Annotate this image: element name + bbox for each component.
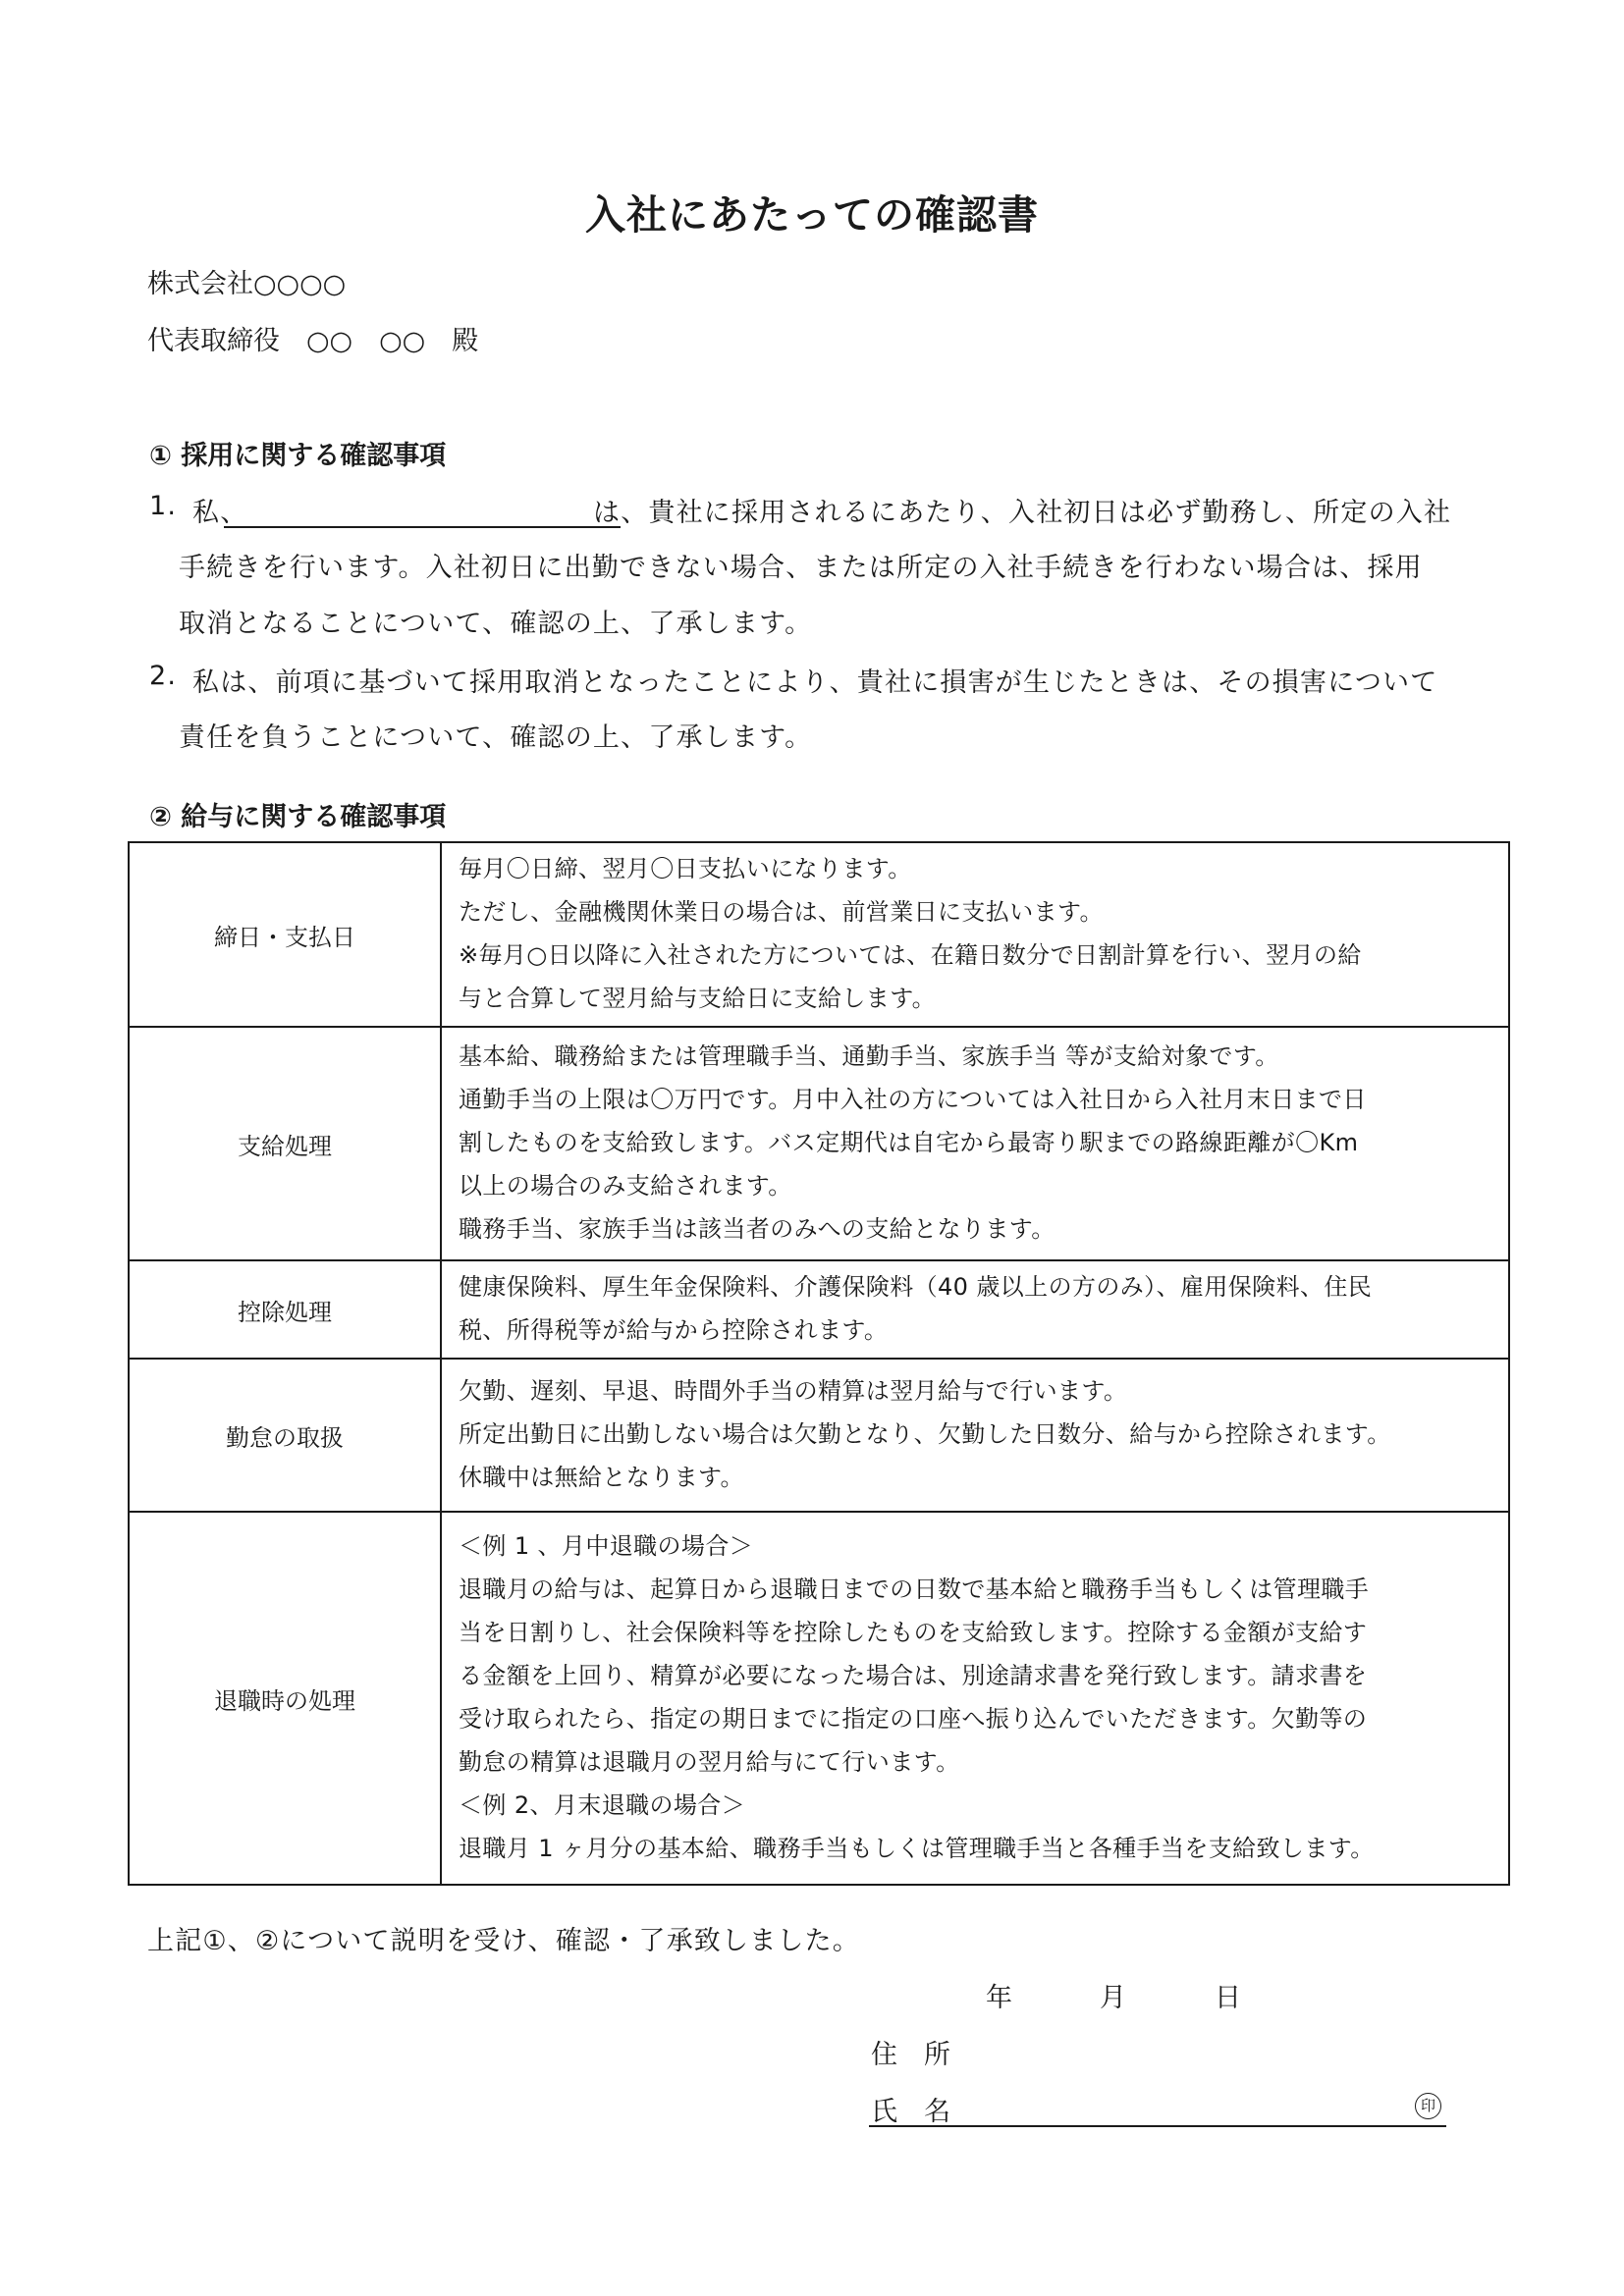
closing-statement: 上記①、②について説明を受け、確認・了承致しました。 (147, 1926, 860, 1956)
item1-line3: 取消となることについて、確認の上、了承します。 (179, 609, 813, 639)
row-label: 締日・支払日 (129, 842, 441, 1027)
table-row (129, 1512, 1509, 1885)
row-content (441, 1027, 1509, 1260)
content-line: 所定出勤日に出勤しない場合は欠勤となり、欠勤した日数分、給与から控除されます。 (459, 1420, 1391, 1448)
date-year-label: 年 (986, 1983, 1012, 2013)
item1-line1: は、貴社に採用されるにあたり、入社初日は必ず勤務し、所定の入社 (593, 498, 1452, 528)
content-line: 基本給、職務給または管理職手当、通勤手当、家族手当 等が支給対象です。 (459, 1042, 1279, 1070)
section1-heading: ① 採用に関する確認事項 (149, 441, 447, 471)
address-label: 住 所 (871, 2040, 950, 2070)
signature-underline (869, 2125, 1446, 2127)
date-day-label: 日 (1215, 1983, 1241, 2013)
row-label: 退職時の処理 (129, 1512, 441, 1885)
row-content (441, 1260, 1509, 1359)
table-row (129, 842, 1509, 1027)
content-line: 退職月の給与は、起算日から退職日までの日数で基本給と職務手当もしくは管理職手 (459, 1575, 1370, 1603)
name-blank-underline (224, 526, 621, 528)
row-content (441, 1359, 1509, 1512)
content-line: 健康保険料、厚生年金保険料、介護保険料（40 歳以上の方のみ）、雇用保険料、住民 (459, 1273, 1373, 1301)
item2-line2: 責任を負うことについて、確認の上、了承します。 (179, 722, 813, 753)
table-row (129, 1359, 1509, 1512)
item1-line2: 手続きを行います。入社初日に出勤できない場合、または所定の入社手続きを行わない場合は、採用 (179, 553, 1423, 583)
seal-mark-icon: 印 (1415, 2093, 1441, 2119)
table-row (129, 1027, 1509, 1260)
content-line: 退職月 1 ヶ月分の基本給、職務手当もしくは管理職手当と各種手当を支給致します。 (459, 1835, 1375, 1862)
item1-number: 1. (149, 491, 178, 521)
content-line: ただし、金融機関休業日の場合は、前営業日に支払います。 (459, 898, 1104, 926)
content-line: 与と合算して翌月給与支給日に支給します。 (459, 985, 937, 1012)
content-line: 職務手当、家族手当は該当者のみへの支給となります。 (459, 1215, 1056, 1243)
content-line: 休職中は無給となります。 (459, 1464, 744, 1491)
content-line: 当を日割りし、社会保険料等を控除したものを支給致します。控除する金額が支給す (459, 1619, 1368, 1646)
addressee-representative: 代表取締役 ○○ ○○ 殿 (147, 326, 479, 356)
item2-number: 2. (149, 661, 178, 691)
content-line: 税、所得税等が給与から控除されます。 (459, 1316, 889, 1344)
content-line: 通勤手当の上限は〇万円です。月中入社の方については入社日から入社月末日まで日 (459, 1086, 1367, 1113)
content-line: 勤怠の精算は退職月の翌月給与にて行います。 (459, 1748, 960, 1776)
item1-prefix: 私、 (192, 498, 248, 528)
row-content (441, 1512, 1509, 1885)
content-line: ＜例 1 、月中退職の場合＞ (459, 1532, 754, 1560)
content-line: 欠勤、遅刻、早退、時間外手当の精算は翌月給与で行います。 (459, 1377, 1128, 1405)
row-content (441, 842, 1509, 1027)
content-line: 受け取られたら、指定の期日までに指定の口座へ振り込んでいただきます。欠勤等の (459, 1705, 1368, 1733)
content-line: ＜例 2、月末退職の場合＞ (459, 1791, 746, 1819)
row-label: 控除処理 (129, 1260, 441, 1359)
name-label: 氏 名 (871, 2097, 950, 2127)
table-row (129, 1260, 1509, 1359)
content-line: る金額を上回り、精算が必要になった場合は、別途請求書を発行致します。請求書を (459, 1662, 1368, 1689)
salary-table (128, 841, 1510, 1886)
row-label: 支給処理 (129, 1027, 441, 1260)
section2-heading: ② 給与に関する確認事項 (149, 802, 447, 832)
item2-line1: 私は、前項に基づいて採用取消となったことにより、貴社に損害が生じたときは、その損害について (192, 667, 1438, 698)
document-title: 入社にあたっての確認書 (585, 191, 1039, 239)
addressee-company: 株式会社○○○○ (147, 269, 347, 299)
content-line: 割したものを支給致します。バス定期代は自宅から最寄り駅までの路線距離が〇Km (459, 1129, 1359, 1156)
content-line: 以上の場合のみ支給されます。 (459, 1172, 792, 1200)
row-label: 勤怠の取扱 (129, 1359, 441, 1512)
content-line: 毎月〇日締、翌月〇日支払いになります。 (459, 855, 912, 882)
date-month-label: 月 (1100, 1983, 1126, 2013)
content-line: ※毎月○日以降に入社された方については、在籍日数分で日割計算を行い、翌月の給 (459, 941, 1362, 969)
